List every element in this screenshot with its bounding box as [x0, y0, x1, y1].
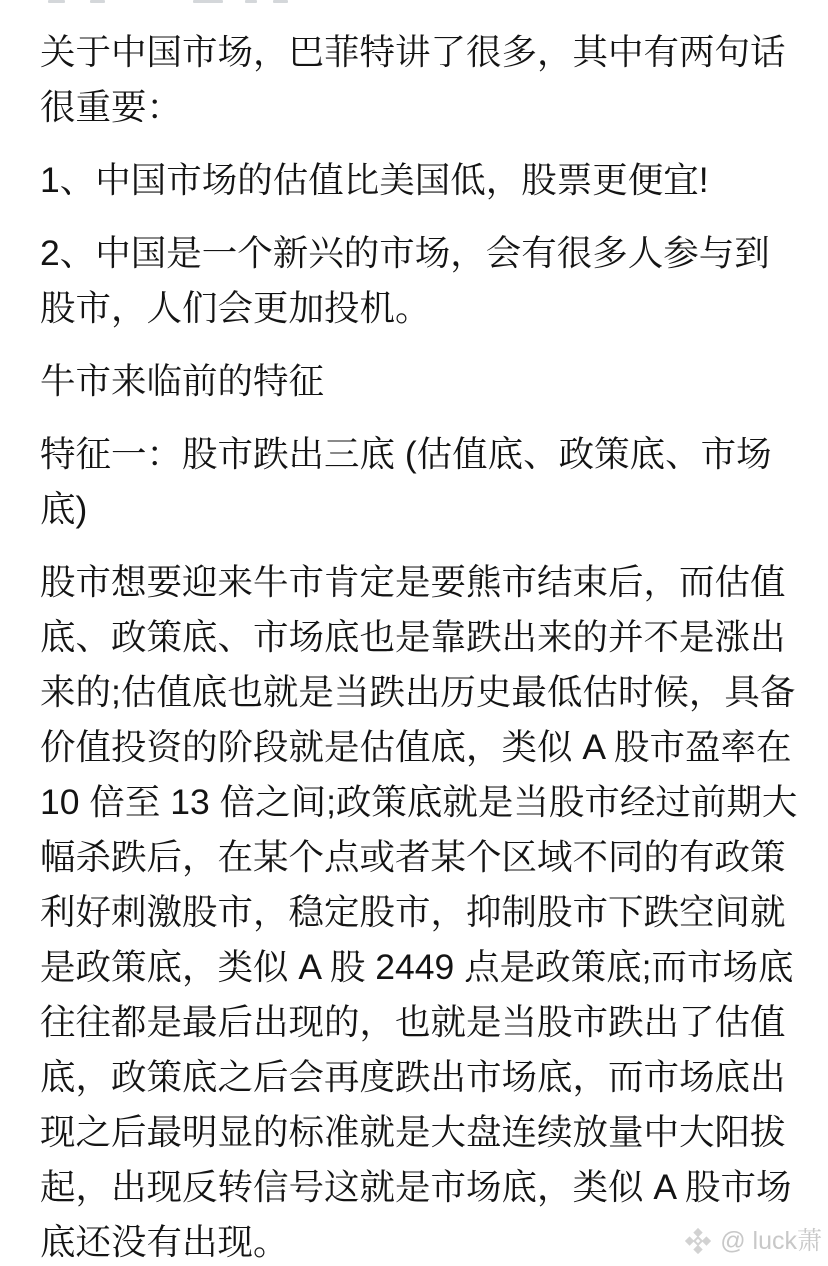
watermark-handle: @ luck萧	[720, 1227, 822, 1255]
paragraph	[40, 555, 798, 1266]
text-line: 现之后最明显的标准就是大盘连续放量中大阳拔	[40, 1112, 786, 1152]
article-body	[40, 25, 798, 1266]
text-line: 关于中国市场，巴菲特讲了很多，其中有两句话	[40, 32, 786, 72]
clipped-text-remnant	[273, 0, 288, 3]
paragraph	[40, 25, 792, 135]
text-line: 很重要：	[40, 87, 183, 127]
text-line: 底)	[40, 489, 88, 529]
text-line: 股市，人们会更加投机。	[40, 288, 431, 328]
clipped-text-remnant	[90, 0, 105, 3]
paragraph	[40, 226, 792, 336]
text-line: 特征一：股市跌出三底 (估值底、政策底、市场	[40, 434, 772, 474]
clipped-text-remnant	[245, 0, 257, 3]
text-line: 1、中国市场的估值比美国低，股票更便宜!	[40, 160, 709, 200]
text-line: 牛市来临前的特征	[40, 361, 325, 401]
text-line: 2、中国是一个新兴的市场，会有很多人参与到	[40, 233, 770, 273]
text-line: 往往都是最后出现的，也就是当股市跌出了估值	[40, 1002, 786, 1042]
text-line: 利好刺激股市，稳定股市，抑制股市下跌空间就	[40, 892, 786, 932]
diamond-logo-icon	[683, 1226, 713, 1256]
text-line: 是政策底，类似 A 股 2449 点是政策底;而市场底	[40, 947, 794, 987]
paragraph	[40, 427, 792, 537]
text-line: 幅杀跌后，在某个点或者某个区域不同的有政策	[40, 837, 786, 877]
clipped-text-remnant	[48, 0, 65, 3]
paragraph	[40, 153, 792, 208]
clipped-text-remnant	[193, 0, 223, 3]
text-line: 起，出现反转信号这就是市场底，类似 A 股市场	[40, 1167, 792, 1207]
text-line: 股市想要迎来牛市肯定是要熊市结束后，而估值	[40, 562, 786, 602]
text-line: 来的;估值底也就是当跌出历史最低估时候，具备	[40, 672, 796, 712]
text-line: 底，政策底之后会再度跌出市场底，而市场底出	[40, 1057, 786, 1097]
watermark	[683, 1224, 822, 1258]
text-line: 价值投资的阶段就是估值底，类似 A 股市盈率在	[40, 727, 792, 767]
text-line: 底、政策底、市场底也是靠跌出来的并不是涨出	[40, 617, 786, 657]
text-line: 10 倍至 13 倍之间;政策底就是当股市经过前期大	[40, 782, 798, 822]
text-line: 底还没有出现。	[40, 1222, 289, 1262]
paragraph	[40, 354, 792, 409]
